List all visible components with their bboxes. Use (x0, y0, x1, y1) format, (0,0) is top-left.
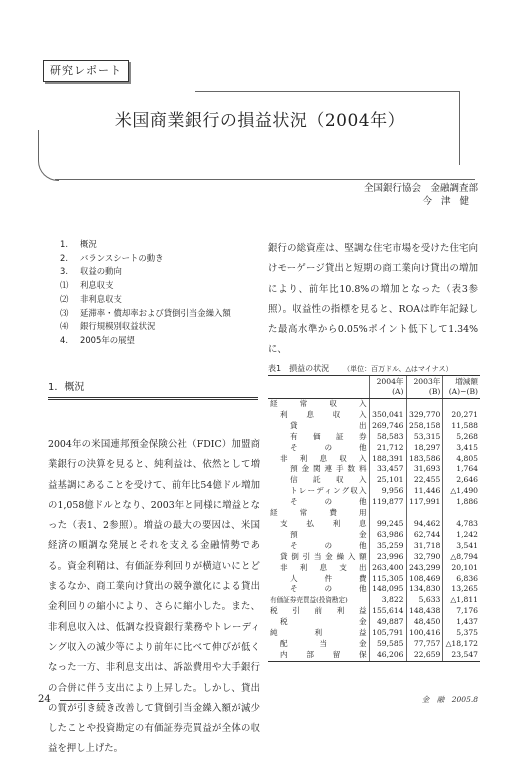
table-row (268, 421, 480, 432)
table-row (268, 454, 480, 465)
toc-item (60, 265, 270, 279)
table-row (268, 508, 480, 519)
row-label: 有価証券 (290, 431, 367, 441)
cell-c: 6,836 (443, 574, 480, 585)
cell-b: 183,586 (406, 454, 443, 465)
table-row (268, 541, 480, 552)
table-unit: （単位：百万ドル、△はマイナス） (343, 365, 453, 373)
cell-a: 115,305 (369, 574, 406, 585)
cell-c: 3,415 (443, 443, 480, 454)
cell-c: △1,490 (443, 486, 480, 497)
cell-a: 23,996 (369, 552, 406, 563)
table-title-text: 表1 損益の状況 (268, 364, 330, 373)
table-row (268, 530, 480, 541)
table-row (268, 399, 480, 410)
cell-c: 23,547 (443, 650, 480, 661)
title-frame-left (38, 130, 59, 181)
row-label: トレーディング収入 (290, 486, 367, 496)
toc-number: ⑶ (60, 307, 69, 318)
table-header-diff: 増減額 (A)−(B) (443, 376, 480, 399)
cell-c: 3,541 (443, 541, 480, 552)
toc-item (60, 238, 270, 252)
toc-text: バランスシートの動き (80, 252, 164, 263)
cell-b: 11,446 (406, 486, 443, 497)
cell-c: 1,437 (443, 617, 480, 628)
cell-b: 48,450 (406, 617, 443, 628)
table-row (268, 574, 480, 585)
table-row (268, 584, 480, 595)
table-row (268, 519, 480, 530)
cell-c (443, 399, 480, 410)
section-1-heading: 1．概況 (48, 382, 85, 393)
row-label: 配当金 (280, 638, 367, 648)
cell-b: 94,462 (406, 519, 443, 530)
author-name: 今津健 (422, 196, 478, 207)
table-header-2003: 2003年 (B) (406, 376, 443, 399)
cell-a: 269,746 (369, 421, 406, 432)
cell-b: 32,790 (406, 552, 443, 563)
toc-item (60, 279, 270, 293)
row-label: 人件費 (290, 573, 367, 583)
cell-a: 63,986 (369, 530, 406, 541)
cell-b: 31,693 (406, 464, 443, 475)
left-column-text: 2004年の米国連邦預金保険公社（FDIC）加盟商業銀行の決算を見ると、純利益は、依然として増益基調にあることを受けて、前年比54億ドル増加の1,058億ドルとなり、2003年と同様に増益となった（表1、2参照）。増益の最大の要因は、米国経済の順調な発展とそれを支える金融情勢である。資金利鞘は、有価証券利回りが横這いにとどまるなか、商工業向け貸出の競争激化による貸出金利回りの縮小により、さらに縮小した。また、非利息収入は、低調な投資銀行業務やトレーディング収入の減少等により前年に比べて伸びが低くなった一方、非利息支出は、訴訟費用や大手銀行の合併に伴う支出により上昇した。しかし、貸出の質が引き続き改善して貸倒引当金繰入額が減少したことや投資勘定の有価証券売買益が全体の収益を押し上げた。 (48, 439, 260, 755)
row-label: 貸出 (290, 420, 367, 430)
row-label: 経常収入 (270, 399, 367, 408)
cell-c (443, 508, 480, 519)
cell-c: 20,101 (443, 563, 480, 574)
page-number-rule (60, 700, 110, 701)
table-row (268, 410, 480, 421)
toc-item (60, 252, 270, 266)
toc-number: 4. (60, 334, 68, 345)
table-row (268, 617, 480, 628)
cell-c: 20,271 (443, 410, 480, 421)
cell-a: 155,614 (369, 606, 406, 617)
row-label: 利息収入 (280, 409, 367, 419)
cell-b (406, 508, 443, 519)
cell-a: 188,391 (369, 454, 406, 465)
cell-b: 100,416 (406, 628, 443, 639)
section-rule (48, 399, 258, 400)
cell-a: 9,956 (369, 486, 406, 497)
toc-text: 2005年の展望 (80, 334, 135, 345)
cell-a: 119,877 (369, 497, 406, 508)
cell-b: 148,438 (406, 606, 443, 617)
right-column-text: 銀行の総資産は、堅調な住宅市場を受けた住宅向けモーゲージ貸出と短期の商工業向け貸出の増加により、前年比10.8%の増加となった（表3参照）。収益性の指標を見ると、ROAは昨年記録した最高水準から0.05%ポイント低下して1.34%に、 (268, 243, 478, 356)
cell-c: 1,886 (443, 497, 480, 508)
cell-c: 1,242 (443, 530, 480, 541)
row-label: 信託収入 (290, 475, 367, 485)
cell-a: 58,583 (369, 432, 406, 443)
toc-text: 銀行規模別収益状況 (80, 321, 156, 332)
row-label: 純利益 (270, 628, 367, 638)
cell-b: 62,744 (406, 530, 443, 541)
row-label: 非利息支出 (280, 562, 367, 572)
cell-a: 46,206 (369, 650, 406, 661)
cell-c: 7,176 (443, 606, 480, 617)
toc-text: 延滞率・償却率および貸倒引当金繰入額 (80, 307, 231, 318)
cell-c: 1,764 (443, 464, 480, 475)
toc-number: ⑵ (60, 293, 69, 304)
toc-text: 収益の動向 (80, 266, 122, 277)
income-table (268, 375, 480, 662)
toc-text: 利息収支 (80, 280, 114, 291)
table-row (268, 497, 480, 508)
row-label: 経常費用 (270, 508, 367, 518)
cell-b: 117,991 (406, 497, 443, 508)
toc-item (60, 307, 270, 321)
cell-c: △1,811 (443, 595, 480, 606)
table-row (268, 552, 480, 563)
cell-b: 258,158 (406, 421, 443, 432)
cell-b: 108,469 (406, 574, 443, 585)
row-label: 内部留保 (268, 650, 369, 661)
cell-c: 5,268 (443, 432, 480, 443)
cell-a: 148,095 (369, 584, 406, 595)
toc-number: ⑷ (60, 321, 69, 332)
row-label: 預金 (290, 529, 367, 539)
cell-a: 25,101 (369, 475, 406, 486)
cell-b: 22,659 (406, 650, 443, 661)
cell-c: △8,794 (443, 552, 480, 563)
cell-a: 350,041 (369, 410, 406, 421)
cell-c: 11,588 (443, 421, 480, 432)
table-row (268, 606, 480, 617)
table-header-item (268, 376, 369, 399)
cell-c: 5,375 (443, 628, 480, 639)
cell-a (369, 508, 406, 519)
page-number: 24 (38, 694, 51, 705)
cell-b: 18,297 (406, 443, 443, 454)
table-row (268, 650, 480, 661)
report-badge: 研究レポート (43, 60, 129, 82)
cell-a: 21,712 (369, 443, 406, 454)
row-label: その他 (290, 442, 367, 452)
cell-b: 31,718 (406, 541, 443, 552)
toc-item (60, 320, 270, 334)
cell-b: 329,770 (406, 410, 443, 421)
toc-item (60, 293, 270, 307)
cell-b: 243,299 (406, 563, 443, 574)
table-row (268, 628, 480, 639)
cell-b (406, 399, 443, 410)
journal-footer: 金 融 2005.8 (421, 695, 478, 704)
row-label: その他 (290, 584, 367, 594)
row-label: 非利息収入 (280, 453, 367, 463)
row-label: その他 (290, 540, 367, 550)
row-label: 税金 (280, 617, 367, 627)
cell-a: 35,259 (369, 541, 406, 552)
cell-c: 4,783 (443, 519, 480, 530)
table-row (268, 475, 480, 486)
table-row (268, 595, 480, 606)
cell-a: 99,245 (369, 519, 406, 530)
table-of-contents (60, 238, 270, 348)
table-row (268, 563, 480, 574)
table-row (268, 432, 480, 443)
cell-a: 59,585 (369, 639, 406, 650)
cell-a: 49,887 (369, 617, 406, 628)
section-rule (48, 397, 258, 398)
toc-text: 概況 (80, 239, 97, 249)
table-row (268, 464, 480, 475)
cell-a: 3,822 (369, 595, 406, 606)
table-title (268, 363, 453, 374)
cell-c: 4,805 (443, 454, 480, 465)
cell-c: △18,172 (443, 639, 480, 650)
cell-b: 77,757 (406, 639, 443, 650)
cell-b: 5,633 (406, 595, 443, 606)
toc-number: 1. (60, 239, 68, 249)
cell-a (369, 399, 406, 410)
toc-number: 2. (60, 252, 68, 263)
cell-a: 105,791 (369, 628, 406, 639)
toc-text: 非利息収支 (80, 293, 122, 304)
author-organization: 全国銀行協会 金融調査部 (363, 183, 478, 194)
cell-b: 22,455 (406, 475, 443, 486)
row-label: 有価証券売買益(投資勘定) (270, 596, 348, 605)
row-label: その他 (290, 497, 367, 507)
row-label: 税引前利益 (270, 606, 367, 616)
cell-a: 263,400 (369, 563, 406, 574)
row-label: 貸倒引当金繰入額 (280, 551, 367, 561)
table-row (268, 486, 480, 497)
cell-c: 2,646 (443, 475, 480, 486)
cell-b: 53,315 (406, 432, 443, 443)
title-frame-top (195, 91, 460, 92)
row-label: 預金関連手数料 (290, 464, 367, 474)
article-title: 米国商業銀行の損益状況（2004年） (114, 111, 406, 131)
row-label: 支払利息 (280, 518, 367, 528)
toc-item (60, 334, 270, 348)
cell-a: 33,457 (369, 464, 406, 475)
toc-number: ⑴ (60, 280, 69, 291)
table-row (268, 639, 480, 650)
cell-c: 13,265 (443, 584, 480, 595)
cell-b: 134,830 (406, 584, 443, 595)
table-row (268, 443, 480, 454)
toc-number: 3. (60, 266, 68, 277)
table-header-2004: 2004年 (A) (369, 376, 406, 399)
